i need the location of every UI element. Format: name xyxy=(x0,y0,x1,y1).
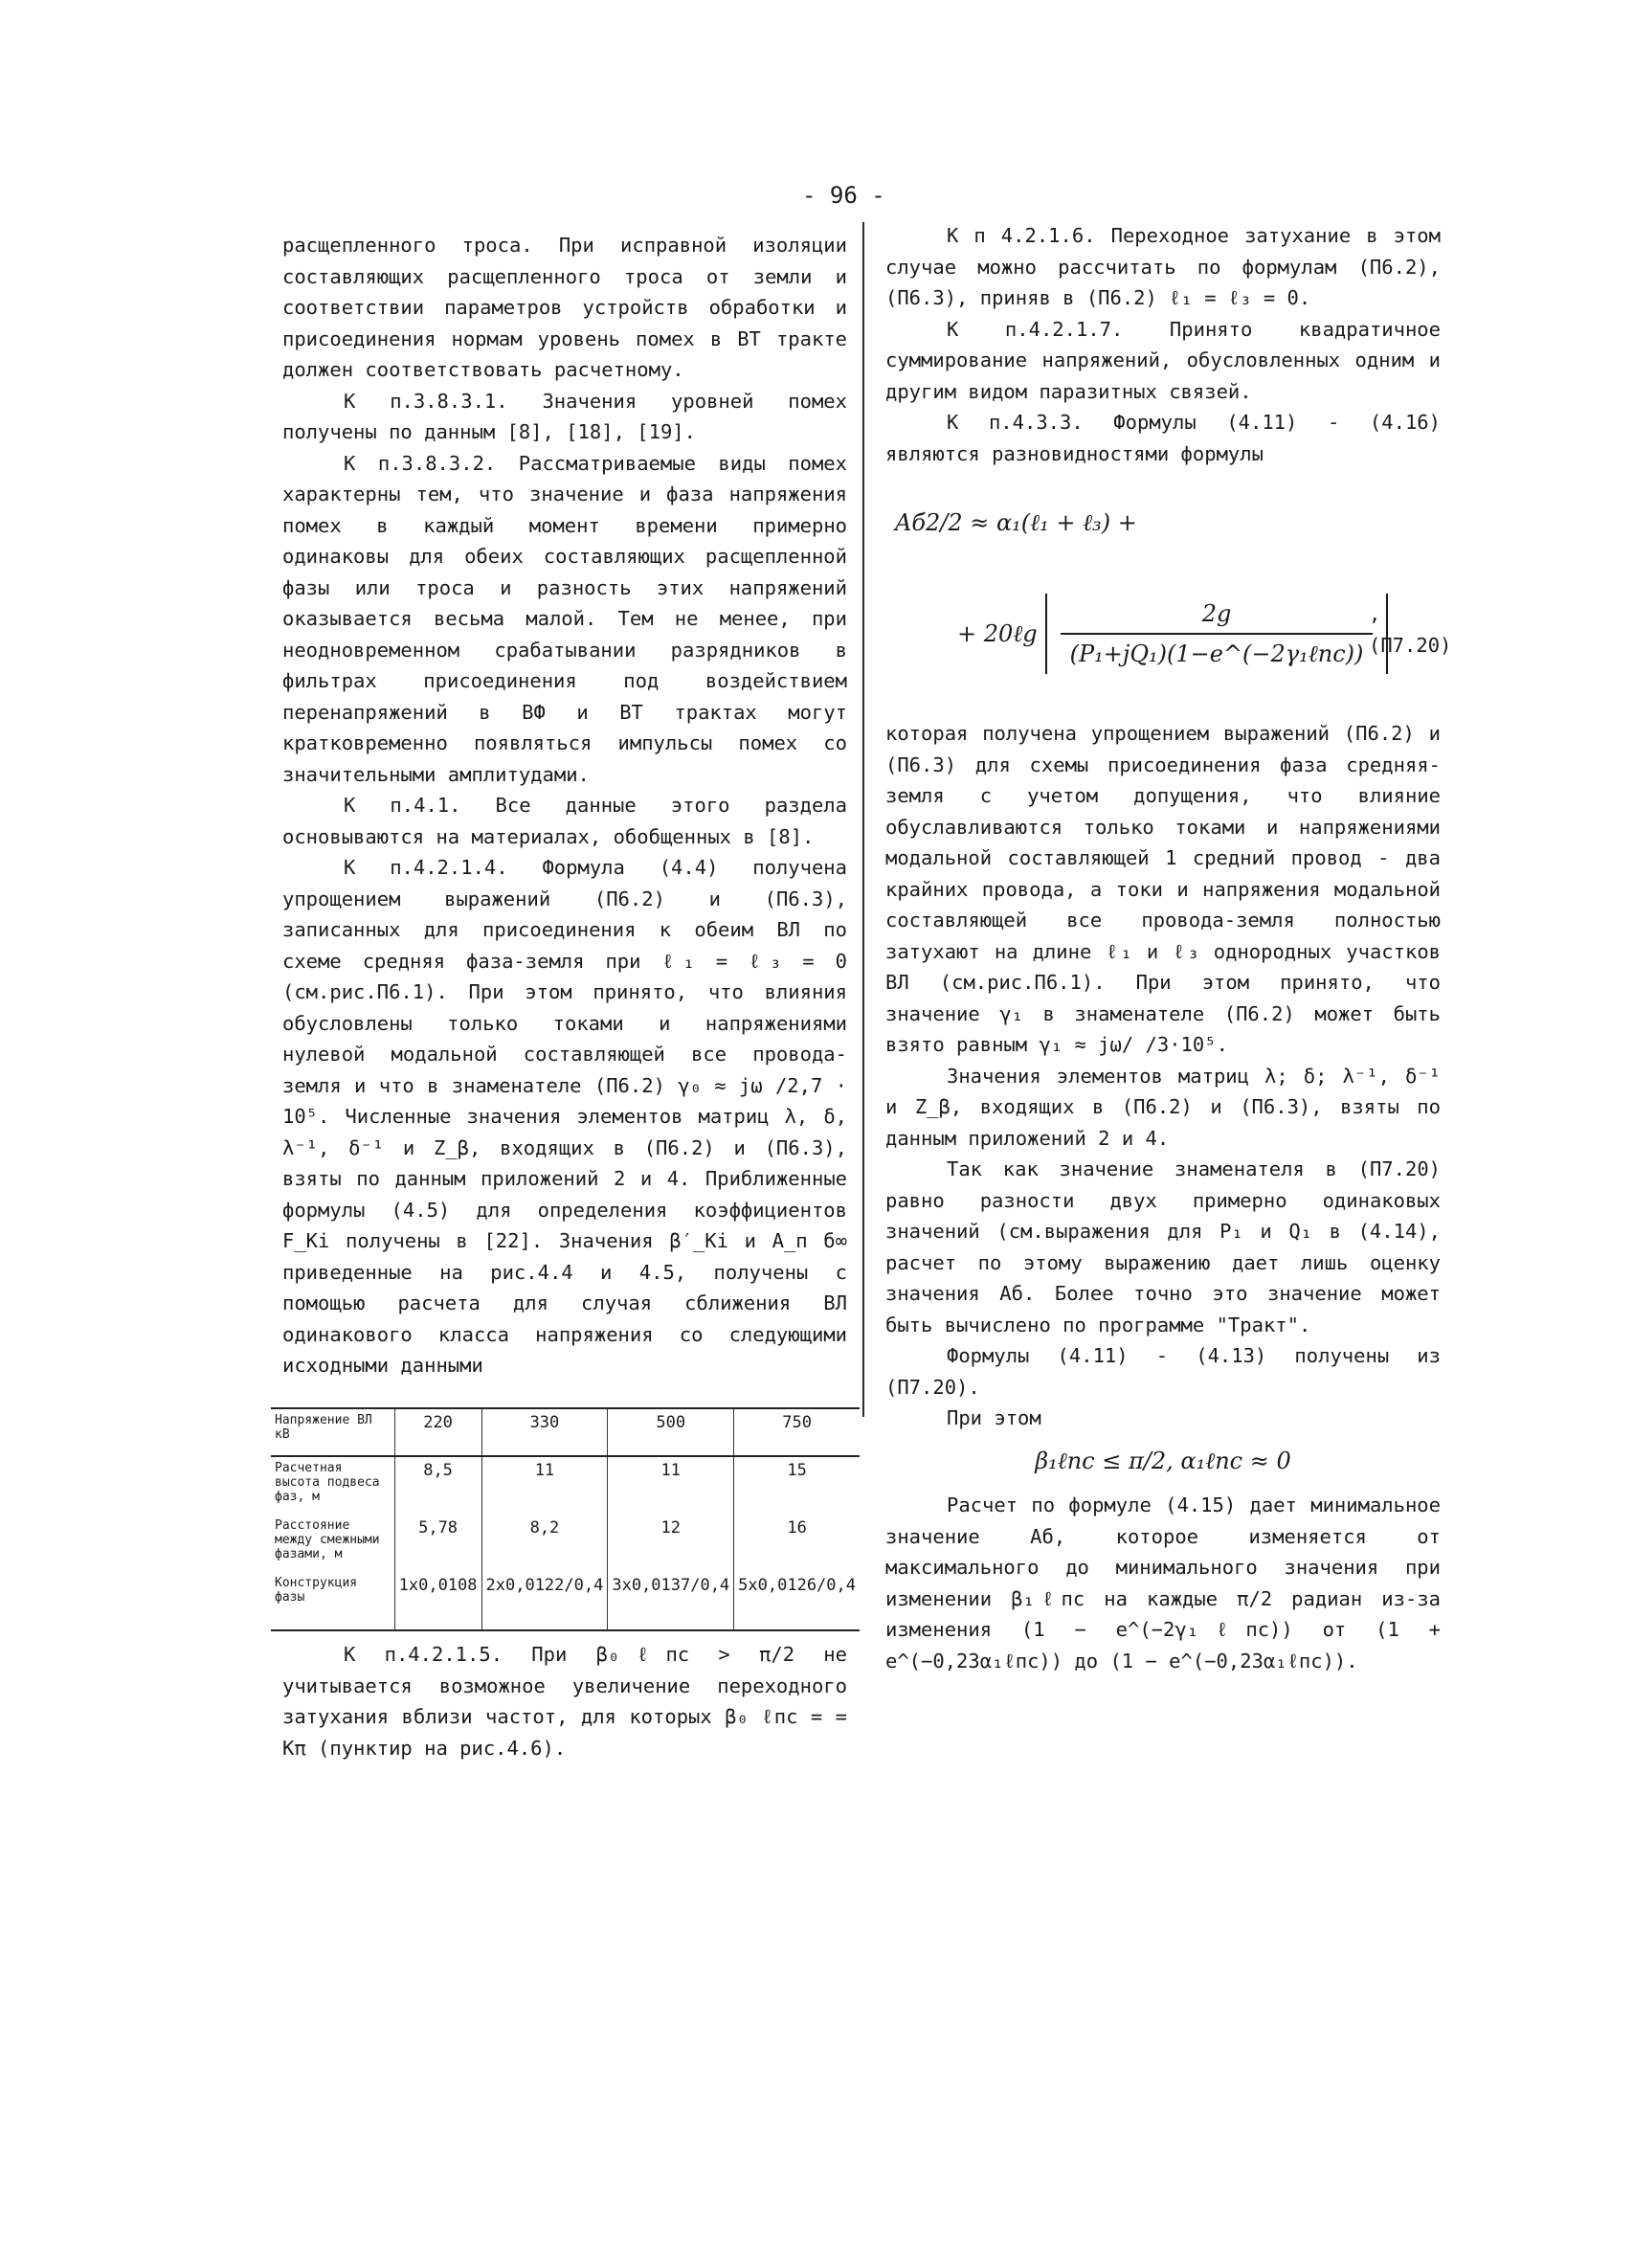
table-header-cell: 500 xyxy=(608,1408,734,1456)
table-cell: 11 xyxy=(481,1456,608,1515)
paragraph: Значения элементов матриц λ; δ; λ⁻¹, δ⁻¹ и Z_β, входящих в (П6.2) и (П6.3), взяты по данным приложений 2 и 4. xyxy=(885,1064,1441,1150)
table-cell: 15 xyxy=(734,1456,860,1515)
abs-bar-left xyxy=(1045,594,1047,674)
table-header-cell: 330 xyxy=(481,1408,608,1456)
table-header-row xyxy=(271,1408,860,1456)
table-cell: 5x0,0126/0,4 xyxy=(734,1572,860,1630)
paragraph: Так как значение знаменателя в (П7.20) равно разности двух примерно одинаковых значений (см.выражения для P₁ и Q₁ в (4.14), расчет по этому выражению дает лишь оценку значения Aб. Более точно это значение может быть вычислено по программе "Тракт". xyxy=(885,1157,1441,1336)
formula-tag: , (П7.20) xyxy=(1369,602,1452,657)
formula-fraction xyxy=(1061,598,1374,670)
table-cell: 8,2 xyxy=(481,1515,608,1572)
paragraph: К п.4.3.3. Формулы (4.11) - (4.16) являются разновидностями формулы xyxy=(885,411,1441,465)
formula-prefix: + 20ℓg xyxy=(957,619,1038,647)
paragraph: К п.3.8.3.2. Рассматриваемые виды помех характерны тем, что значение и фаза напряжения помех в каждый момент времени примерно одинаковы для обеих составляющих расщепленной фазы или троса и разность этих напряжений оказывается весьма малой. Тем не менее, при неодновременном срабатывании разрядников в фильтрах присоединения под воздействием перенапряжений в ВФ и ВТ трактах могут кратковременно появляться импульсы помех со значительными амплитудами. xyxy=(282,451,847,786)
formula-line: Aб2/2 ≈ α₁(ℓ₁ + ℓ₃) + xyxy=(895,509,1137,536)
table-row xyxy=(271,1572,860,1630)
paragraph: К п.3.8.3.1. Значения уровней помех получены по данным [8], [18], [19]. xyxy=(282,389,847,443)
table-header-cell: 750 xyxy=(734,1408,860,1456)
table-cell: 1x0,0108 xyxy=(394,1572,481,1630)
table-row-label: Расчетная высота подвеса фаз, м xyxy=(275,1461,380,1504)
paragraph: расщепленного троса. При исправной изоляции составляющих расщепленного троса от земли и соответствии параметров устройств обработки и присоединения нормам уровень помех в ВТ тракте должен соответствовать расчетному. xyxy=(282,234,847,381)
table-cell: 3x0,0137/0,4 xyxy=(608,1572,734,1630)
table-cell: 11 xyxy=(608,1456,734,1515)
paragraph: К п.4.1. Все данные этого раздела основываются на материалах, обобщенных в [8]. xyxy=(282,794,847,848)
table-cell: 2x0,0122/0,4 xyxy=(481,1572,608,1630)
formula-condition: β₁ℓпс ≤ π/2, α₁ℓпс ≈ 0 xyxy=(1035,1447,1291,1474)
table-cell: 5,78 xyxy=(394,1515,481,1572)
table-row xyxy=(271,1515,860,1572)
formula-line xyxy=(957,594,1396,674)
table-row-label: Конструкция фазы xyxy=(271,1572,394,1630)
paragraph: К п 4.2.1.6. Переходное затухание в этом случае можно рассчитать по формулам (П6.2), (П6.3), приняв в (П6.2) ℓ₁ = ℓ₃ = 0. xyxy=(885,224,1441,309)
paragraph: К п.4.2.1.5. При β₀ℓпс > π/2 не учитывается возможное увеличение переходного затухания вблизи частот, для которых β₀ ℓпс = = Kπ (пунктир на рис.4.6). xyxy=(282,1643,847,1760)
table-cell: 16 xyxy=(734,1515,860,1572)
formula-numerator: 2g xyxy=(1201,599,1232,627)
left-column xyxy=(282,230,847,1381)
parameters-table xyxy=(271,1407,860,1631)
table-row xyxy=(271,1456,860,1515)
below-table-text xyxy=(282,1639,847,1763)
paragraph: При этом xyxy=(947,1406,1041,1429)
paragraph: Расчет по формуле (4.15) дает минимальное значение Aб, которое изменяется от максимального до минимального значения при изменении β₁ℓпс на каждые π/2 радиан из-за изменения (1 − e^(−2γ₁ℓпс)) от (1 + e^(−0,23α₁ℓпс)) до (1 − e^(−0,23α₁ℓпс)). xyxy=(885,1493,1441,1673)
paragraph: Формулы (4.11) - (4.13) получены из (П7.20). xyxy=(885,1344,1441,1399)
table-row-label: Расстояние между смежными фазами, м xyxy=(275,1518,380,1561)
table-cell: 12 xyxy=(608,1515,734,1572)
formula-p7-20 xyxy=(885,479,1452,718)
paragraph: К п.4.2.1.4. Формула (4.4) получена упрощением выражений (П6.2) и (П6.3), записанных для присоединения к обеим ВЛ по схеме средняя фаза-земля при ℓ₁ = ℓ₃ = 0 (см.рис.П6.1). При этом принято, что влияния обусловлены только токами и напряжениями нулевой модальной составляющей все провода-земля и что в знаменателе (П6.2) γ₀ ≈ jω /2,7 · 10⁵. Численные значения элементов матриц λ, δ, λ⁻¹, δ⁻¹ и Z_β, входящих в (П6.2) и (П6.3), взяты по данным приложений 2 и 4. Приближенные формулы (4.5) для определения коэффициентов F_Кi получены в [22]. Значения β′_Кi и A_п б∞ приведенные на рис.4.4 и 4.5, получены с помощью расчета для случая сближения ВЛ одинакового класса напряжения со следующими исходными данными xyxy=(282,856,847,1377)
table-header-cell: 220 xyxy=(394,1408,481,1456)
table-cell: 8,5 xyxy=(394,1456,481,1515)
right-column xyxy=(885,220,1452,1676)
paragraph: которая получена упрощением выражений (П6.2) и (П6.3) для схемы присоединения фаза средняя-земля с учетом допущения, что влияние обуславливаются только токами и напряжениями модальной составляющей 1 средний провод - два крайних провода, а токи и напряжения модальной составляющей все провода-земля полностью затухают на длине ℓ₁ и ℓ₃ однородных участков ВЛ (см.рис.П6.1). При этом принято, что значение γ₁ в знаменателе (П6.2) может быть взято равным γ₁ ≈ jω/ /3·10⁵. xyxy=(885,722,1441,1056)
column-divider xyxy=(862,222,864,1417)
table-header-cell: Напряжение ВЛ кВ xyxy=(271,1408,394,1456)
paragraph: К п.4.2.1.7. Принято квадратичное суммирование напряжений, обусловленных одним и другим видом паразитных связей. xyxy=(885,317,1441,403)
page-number: - 96 - xyxy=(802,182,885,209)
formula-denominator: (P₁+jQ₁)(1−e^(−2γ₁ℓпс)) xyxy=(1061,633,1374,670)
